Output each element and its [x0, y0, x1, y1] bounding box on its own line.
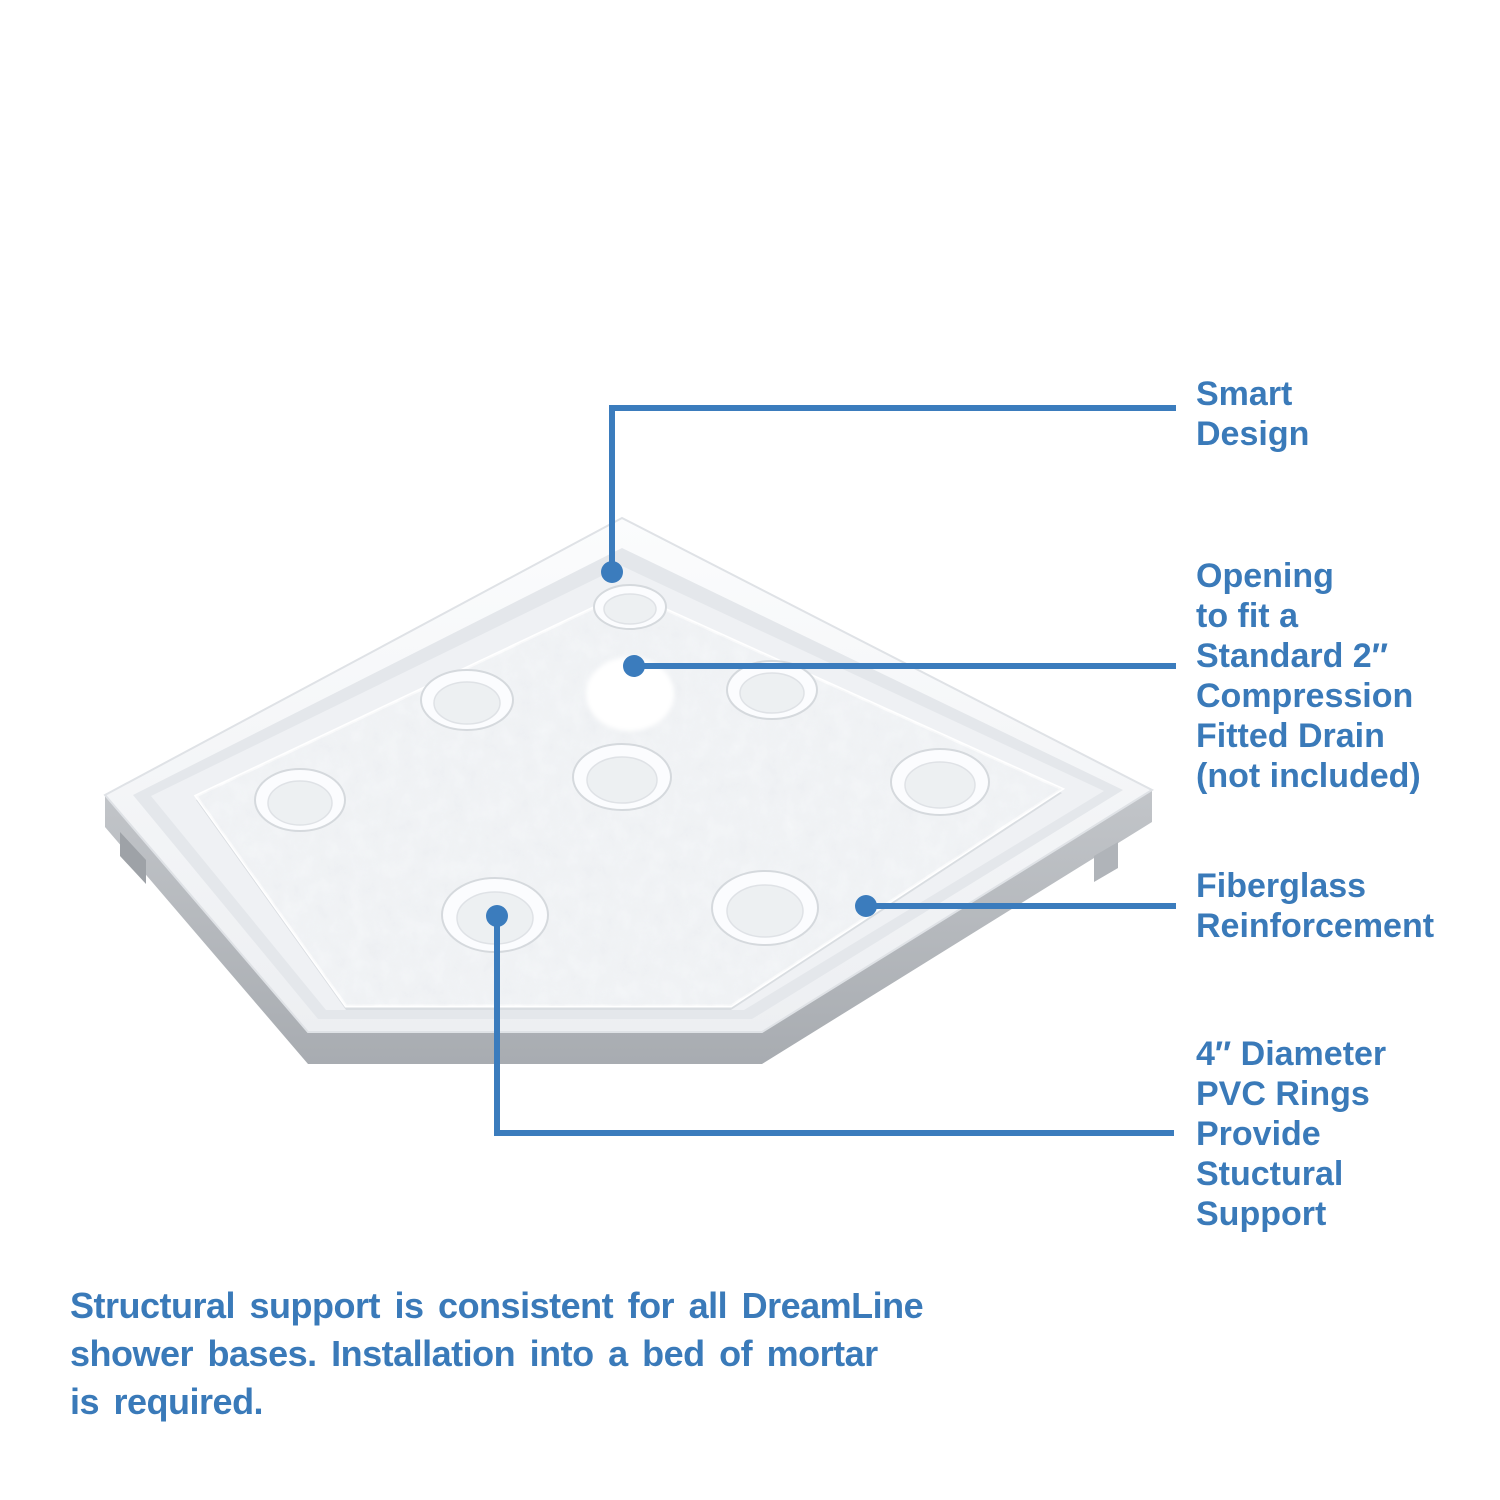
pvc-ring: [421, 670, 513, 730]
callout-pvc-rings: [1196, 1034, 1386, 1234]
page-title: Base Structural Support: [644, 121, 1371, 187]
callout-line: Compression: [1196, 677, 1414, 715]
callout-fiberglass: [1196, 866, 1434, 946]
callout-line: 4″ Diameter: [1196, 1035, 1387, 1073]
pvc-ring: [891, 749, 989, 815]
callout-line: Support: [1196, 1195, 1327, 1233]
footer-line: Structural support is consistent for all DreamLine: [70, 1285, 924, 1326]
callout-line: Smart: [1196, 375, 1293, 413]
callout-line: Provide: [1196, 1115, 1321, 1153]
callout-line: Fiberglass: [1196, 867, 1367, 905]
callout-line: Standard 2″: [1196, 637, 1388, 675]
callout-line: Fitted Drain: [1196, 717, 1385, 755]
callout-smart-design: [1196, 374, 1309, 454]
pvc-ring: [712, 871, 818, 945]
callout-line: Stuctural: [1196, 1155, 1344, 1193]
footer-line: is required.: [70, 1381, 264, 1422]
callout-line: Design: [1196, 415, 1310, 453]
pvc-ring: [255, 769, 345, 831]
pvc-ring: [573, 744, 671, 810]
callout-line: (not included): [1196, 757, 1421, 795]
pvc-ring: [594, 585, 666, 629]
footer-note: [70, 1282, 1030, 1426]
footer-line: shower bases. Installation into a bed of mortar: [70, 1333, 878, 1374]
callout-line: Opening: [1196, 557, 1334, 595]
callout-line: to fit a: [1196, 597, 1298, 635]
shower-base: [105, 518, 1152, 1064]
callout-line: PVC Rings: [1196, 1075, 1370, 1113]
pvc-ring: [727, 661, 817, 719]
callout-drain-opening: [1196, 556, 1421, 796]
callout-line: Reinforcement: [1196, 907, 1435, 945]
